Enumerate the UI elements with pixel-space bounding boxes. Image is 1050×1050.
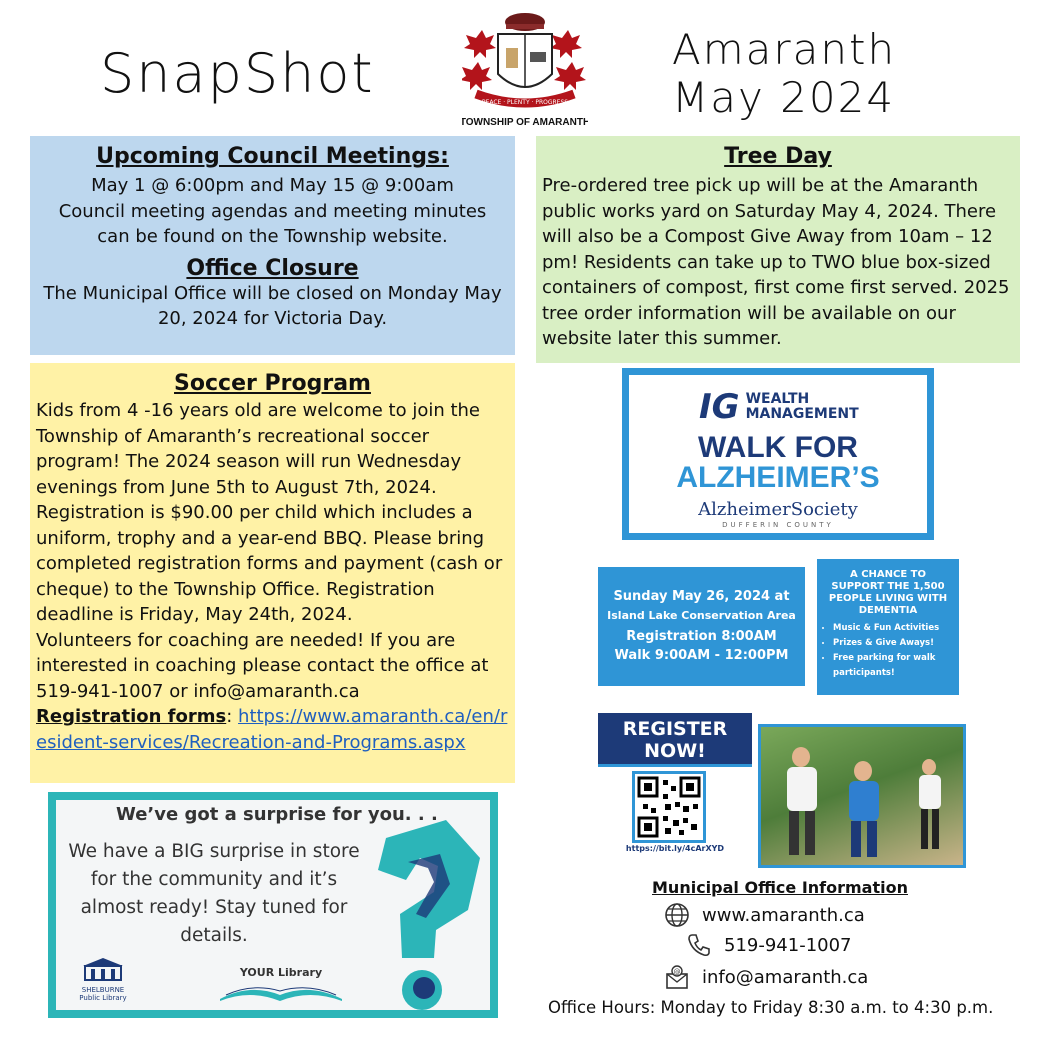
register-now-block: [598, 713, 752, 860]
ig-wealth: WEALTH: [745, 391, 810, 407]
soccer-program-box: [30, 363, 515, 783]
phone-icon: [686, 932, 712, 958]
office-closure-text: The Municipal Office will be closed on Monday May 20, 2024 for Victoria Day.: [43, 282, 502, 329]
soccer-heading: Soccer Program: [174, 371, 371, 396]
surprise-title: We’ve got a surprise for you. . .: [116, 804, 438, 825]
council-heading: Upcoming Council Meetings:: [96, 144, 449, 169]
township-crest: [462, 8, 588, 130]
public-library-label: Public Library: [79, 994, 127, 1002]
office-closure-heading: Office Closure: [186, 255, 359, 281]
shelburne-label: SHELBURNE: [81, 986, 125, 994]
question-mark-icon: [376, 818, 486, 1010]
walk-registration-time: Registration 8:00AM: [626, 629, 777, 644]
surprise-body: We have a BIG surprise in store for the community and it’s almost ready! Stay tuned for details.: [68, 841, 360, 946]
walk-feature-item: • Music & Fun Activities: [833, 621, 959, 636]
email-icon: [664, 964, 690, 990]
library-surprise-box: [48, 792, 498, 1018]
svg-text:@: @: [673, 968, 681, 976]
walk-location: Island Lake Conservation Area: [607, 609, 796, 622]
walk-feature-item: • Free parking for walk participants!: [833, 651, 959, 681]
newsletter-title: SnapShot: [100, 42, 375, 105]
walkers-illustration-icon: [761, 727, 963, 865]
ig-management: MANAGEMENT: [745, 406, 859, 422]
issue-date: May 2024: [672, 73, 896, 122]
walk-for-alzheimers-logo: [622, 368, 934, 540]
crest-motto: PEACE · PLENTY · PROGRESS: [481, 99, 569, 106]
registration-forms-link[interactable]: https://www.amaranth.ca/en/resident-services/Recreation-and-Programs.aspx: [36, 706, 508, 753]
walk-start-time: Walk 9:00AM - 12:00PM: [614, 648, 789, 663]
library-building-icon: [81, 956, 125, 982]
office-info-heading: Municipal Office Information: [652, 878, 908, 897]
register-short-url[interactable]: https://bit.ly/4cArXYD: [625, 844, 725, 853]
office-phone-row: [686, 932, 852, 958]
dementia-support-box: [817, 559, 959, 695]
register-now-button[interactable]: REGISTER NOW!: [598, 713, 752, 767]
dufferin-county-text: DUFFERIN COUNTY: [722, 521, 834, 529]
walk-for-text: WALK FOR: [698, 431, 858, 464]
council-dates: May 1 @ 6:00pm and May 15 @ 9:00am: [91, 175, 454, 196]
qr-code-icon[interactable]: [632, 771, 706, 843]
shelburne-library-logo: [78, 956, 128, 1002]
soccer-volunteers: Volunteers for coaching are needed! If you are interested in coaching please contact the office at 519-941-1007 or info@amaranth.ca: [36, 629, 489, 702]
forms-separator: :: [226, 706, 239, 727]
ig-logo: IG: [699, 387, 740, 427]
office-email-row: [664, 964, 868, 990]
your-library-label: YOUR Library: [239, 966, 323, 979]
walk-date: Sunday May 26, 2024 at: [613, 589, 790, 604]
crest-emblem-icon: [462, 8, 588, 130]
forms-label: Registration forms: [36, 706, 227, 727]
newsletter-date-block: [672, 26, 896, 122]
your-library-logo: [206, 966, 356, 1007]
town-name: Amaranth: [672, 25, 897, 74]
office-website-link[interactable]: www.amaranth.ca: [702, 904, 865, 926]
soccer-details: Kids from 4 -16 years old are welcome to join the Township of Amaranth’s recreational soccer program! The 2024 season will run Wednesday evenings from June 5th to August 7th, 2024. Registration is $90.00 per child which includes a uniform, trophy and a year-end BBQ. Please bring completed registration forms and payment (cash or cheque) to the Township Office. Registration deadline is Friday, May 24th, 2024.: [36, 400, 503, 625]
crest-label: TOWNSHIP OF AMARANTH: [462, 117, 588, 128]
globe-icon: [664, 902, 690, 928]
council-agenda-note: Council meeting agendas and meeting minutes can be found on the Township website.: [58, 200, 487, 247]
walk-feature-item: • Prizes & Give Aways!: [833, 636, 959, 651]
tree-day-heading: Tree Day: [724, 144, 832, 169]
open-book-icon: [216, 979, 346, 1003]
dementia-support-title: A CHANCE TO SUPPORT THE 1,500 PEOPLE LIVING WITH DEMENTIA: [828, 569, 948, 616]
council-meetings-box: [30, 136, 515, 355]
alzheimers-text: ALZHEIMER’S: [676, 461, 880, 494]
soccer-registration-forms: [36, 704, 509, 755]
tree-day-box: [536, 136, 1020, 363]
walk-features-list: [817, 621, 959, 681]
office-hours: Office Hours: Monday to Friday 8:30 a.m. to 4:30 p.m.: [548, 998, 994, 1017]
office-phone: 519-941-1007: [724, 934, 852, 956]
office-website-row: [664, 902, 865, 928]
walk-date-box: [598, 567, 805, 686]
office-email-link[interactable]: info@amaranth.ca: [702, 966, 869, 988]
alzheimer-society-text: AlzheimerSociety: [698, 499, 858, 520]
tree-day-text: Pre-ordered tree pick up will be at the Amaranth public works yard on Saturday May 4, 2024. There will also be a Compost Give Away from 10am – 12 pm! Residents can take up to TWO blue box-sized containers of compost, first come first served. 2025 tree order information will be available on our website later this summer.: [542, 175, 1010, 349]
walkers-photo: [758, 724, 966, 868]
